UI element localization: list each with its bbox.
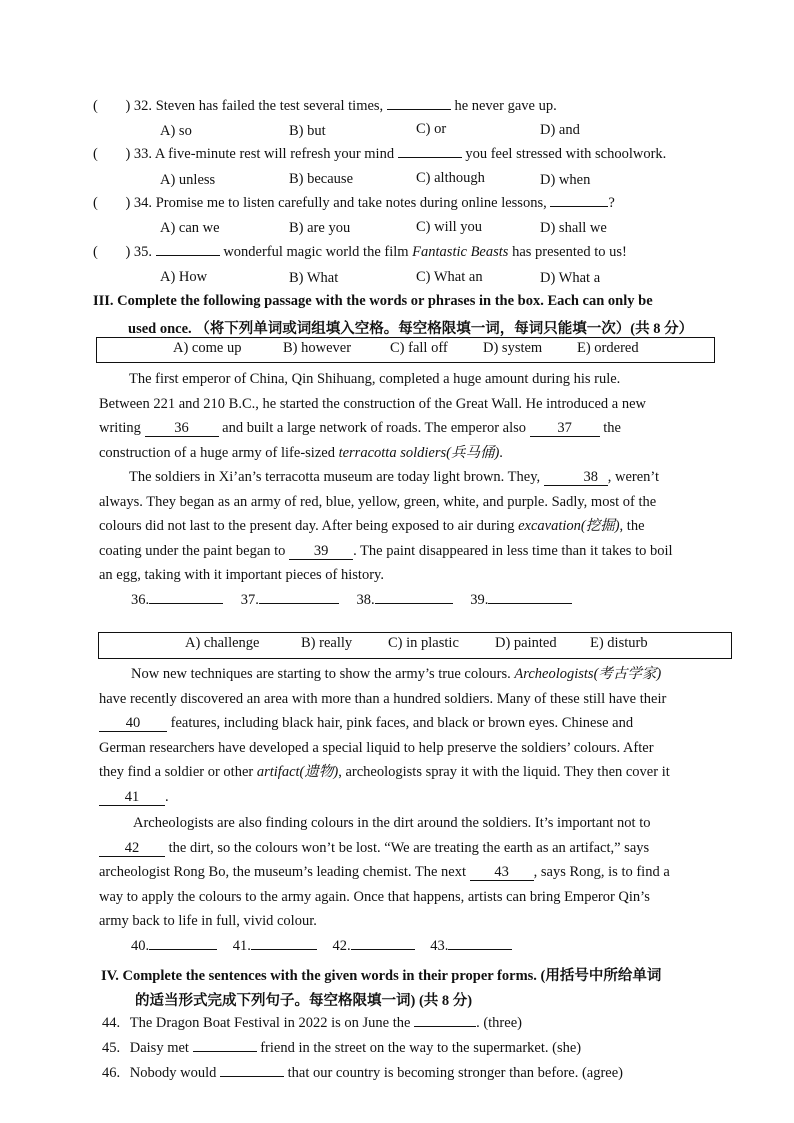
section-3-heading-line1: III. Complete the following passage with the words or phrases in the box. Each can only be bbox=[93, 293, 653, 309]
blank-38[interactable]: 38 bbox=[544, 470, 608, 486]
answer-40[interactable] bbox=[149, 948, 217, 950]
word-box-2 bbox=[98, 632, 732, 659]
blank-37[interactable]: 37 bbox=[530, 421, 600, 437]
word-option: B) really bbox=[301, 635, 353, 651]
answer-paren[interactable]: ( bbox=[93, 98, 98, 114]
section-4-heading-line1: IV. Complete the sentences with the given words in their proper forms. (用括号中所给单词 bbox=[101, 968, 662, 984]
word-option: B) however bbox=[283, 340, 352, 356]
paragraph-3: Now new techniques are starting to show the army’s true colours. Archeologists(考古学家) have recently discovered an area with more than a hundred soldiers. Many of these still have their 40 features, including black hair, pink faces, and black or brown eyes. Chinese and German researchers have developed a special liquid to help preserve the soldiers’ colours. After they find a soldier or other artifact(遗物), archeologists spray it with the liquid. They then cover it 41 . bbox=[99, 666, 670, 805]
word-option: C) fall off bbox=[390, 340, 448, 356]
answer-line-40-43: 40. 41. 42. 43. bbox=[131, 938, 512, 955]
paragraph-1: The first emperor of China, Qin Shihuang, completed a huge amount during his rule. Between 221 and 210 B.C., he started the construction of the Great Wall. He introduced a new writing 36 and built a large network of roads. The emperor also 37 the construction of a huge army of life-sized terracotta soldiers(兵马俑). bbox=[99, 371, 646, 461]
blank-42[interactable]: 42 bbox=[99, 841, 165, 857]
option-a[interactable]: A) so bbox=[160, 123, 192, 139]
answer-paren[interactable]: ( bbox=[93, 195, 98, 211]
option-d[interactable]: D) when bbox=[540, 172, 591, 188]
answer-41[interactable] bbox=[251, 948, 317, 950]
option-b[interactable]: B) but bbox=[289, 123, 326, 139]
option-a[interactable]: A) unless bbox=[160, 172, 216, 188]
question-46: 46. Nobody would that our country is becoming stronger than before. (agree) bbox=[102, 1065, 623, 1081]
word-option: C) in plastic bbox=[388, 635, 459, 651]
blank-45[interactable] bbox=[193, 1050, 257, 1052]
option-c[interactable]: C) or bbox=[416, 121, 447, 137]
option-a[interactable]: A) can we bbox=[160, 220, 220, 236]
answer-paren[interactable]: ( bbox=[93, 146, 98, 162]
blank-40[interactable]: 40 bbox=[99, 716, 167, 732]
question-32: ( ) 32. Steven has failed the test several times, he never gave up. bbox=[93, 98, 557, 114]
option-a[interactable]: A) How bbox=[160, 269, 208, 285]
option-c[interactable]: C) although bbox=[416, 170, 485, 186]
question-34: ( ) 34. Promise me to listen carefully and take notes during online lessons, ? bbox=[93, 195, 615, 211]
blank-46[interactable] bbox=[220, 1075, 284, 1077]
word-option: E) ordered bbox=[577, 340, 639, 356]
answer-37[interactable] bbox=[259, 602, 339, 604]
word-option: A) come up bbox=[173, 340, 242, 356]
option-d[interactable]: D) What a bbox=[540, 270, 601, 286]
section-3-heading-line2: used once. （将下列单词或词组填入空格。每空格限填一词，每词只能填一次）(共 8 分） bbox=[128, 321, 694, 337]
option-c[interactable]: C) will you bbox=[416, 219, 483, 235]
word-option: E) disturb bbox=[590, 635, 648, 651]
question-33: ( ) 33. A five-minute rest will refresh your mind you feel stressed with schoolwork. bbox=[93, 146, 667, 162]
option-b[interactable]: B) because bbox=[289, 171, 354, 187]
blank[interactable] bbox=[398, 156, 462, 158]
blank-39[interactable]: 39 bbox=[289, 544, 353, 560]
question-44: 44. The Dragon Boat Festival in 2022 is on June the . (three) bbox=[102, 1015, 522, 1031]
blank-36[interactable]: 36 bbox=[145, 421, 219, 437]
word-option: D) painted bbox=[495, 635, 557, 651]
option-d[interactable]: D) and bbox=[540, 122, 580, 138]
word-option: D) system bbox=[483, 340, 543, 356]
word-box-1 bbox=[96, 337, 715, 363]
question-45: 45. Daisy met friend in the street on the way to the supermarket. (she) bbox=[102, 1040, 582, 1056]
blank-44[interactable] bbox=[414, 1025, 476, 1027]
paragraph-2: The soldiers in Xi’an’s terracotta museum are today light brown. They, 38 , weren’t always. They began as an army of red, blue, yellow, green, white, and purple. Sadly, most of the colours did not last to the present day. After being exposed to air during excavation(挖掘), the coating under the paint began to 39 . The paint disappeared in less time than it takes to boil an egg, taking with it important pieces of history. bbox=[99, 469, 673, 583]
option-d[interactable]: D) shall we bbox=[540, 220, 607, 236]
option-b[interactable]: B) are you bbox=[289, 220, 351, 236]
option-b[interactable]: B) What bbox=[289, 270, 339, 286]
answer-paren[interactable]: ( bbox=[93, 244, 98, 260]
question-35: ( ) 35. wonderful magic world the film Fantastic Beasts has presented to us! bbox=[93, 244, 627, 260]
blank[interactable] bbox=[156, 254, 220, 256]
option-c[interactable]: C) What an bbox=[416, 269, 483, 285]
blank-43[interactable]: 43 bbox=[470, 865, 534, 881]
answer-line-36-39: 36. 37. 38. 39. bbox=[131, 592, 572, 609]
answer-36[interactable] bbox=[149, 602, 223, 604]
blank[interactable] bbox=[550, 205, 608, 207]
paragraph-4: Archeologists are also finding colours in the dirt around the soldiers. It’s important not to 42 the dirt, so the colours won’t be lost. “We are treating the earth as an artifact,” says archeologist Rong Bo, the museum’s leading chemist. The next 43 , says Rong, is to find a way to apply the colours to the army again. Once that happens, artists can bring Emperor Qin’s army back to life in full, vivid colour. bbox=[99, 815, 670, 929]
answer-42[interactable] bbox=[351, 948, 415, 950]
blank[interactable] bbox=[387, 108, 451, 110]
section-4-heading-line2: 的适当形式完成下列句子。每空格限填一词) (共 8 分) bbox=[135, 993, 473, 1009]
answer-43[interactable] bbox=[448, 948, 512, 950]
answer-39[interactable] bbox=[488, 602, 572, 604]
blank-41[interactable]: 41 bbox=[99, 790, 165, 806]
answer-38[interactable] bbox=[375, 602, 453, 604]
word-option: A) challenge bbox=[185, 635, 260, 651]
